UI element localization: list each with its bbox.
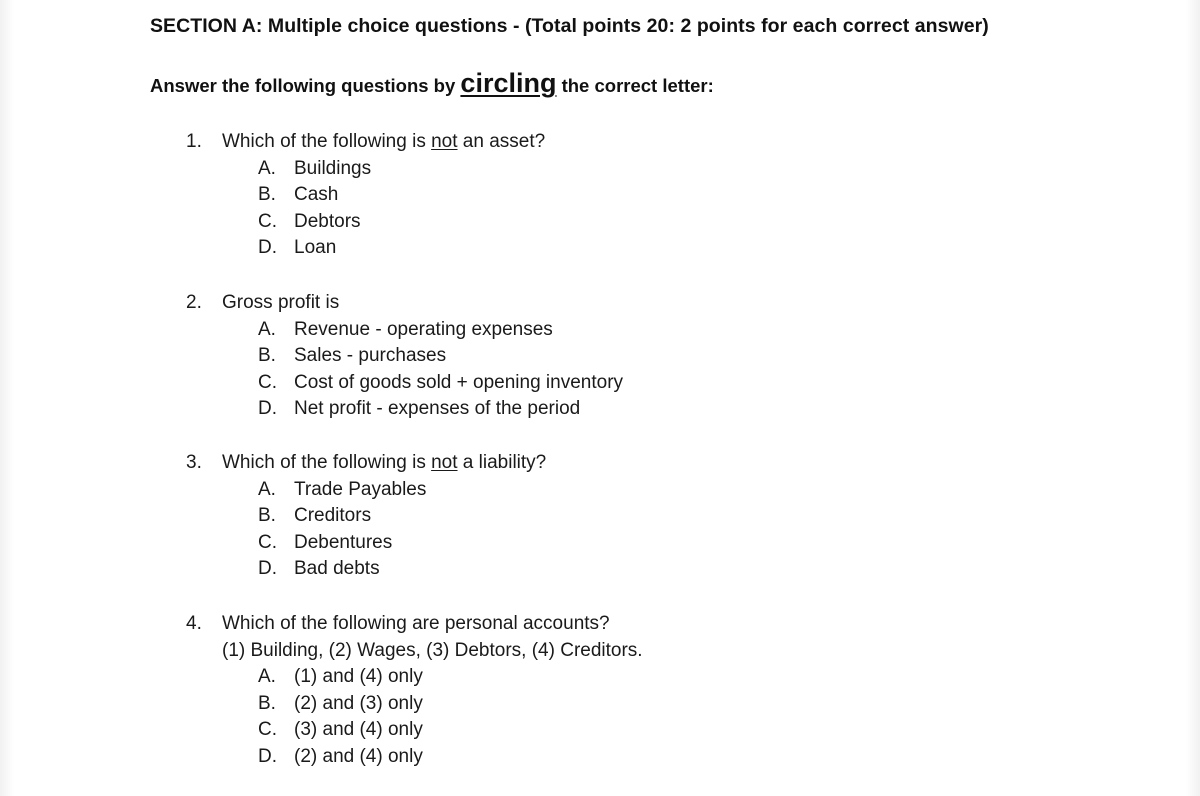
page-left-edge xyxy=(0,0,14,796)
option-text: Trade Payables xyxy=(294,478,427,500)
option-letter[interactable]: A. xyxy=(258,157,276,179)
question-text: Which of the following are personal accounts? xyxy=(222,613,610,634)
section-title: SECTION A: Multiple choice questions - (Total points 20: 2 points for each correct answer) xyxy=(150,15,989,37)
option-letter[interactable]: C. xyxy=(258,719,277,741)
option-letter[interactable]: D. xyxy=(258,398,277,420)
option-text: (2) and (4) only xyxy=(294,745,423,767)
option-letter[interactable]: A. xyxy=(258,478,276,500)
question-text-before: Which of the following is xyxy=(222,131,432,152)
option-text: Revenue - operating expenses xyxy=(294,318,553,340)
option-letter[interactable]: D. xyxy=(258,745,277,767)
question-text xyxy=(222,129,545,156)
question-text-after: a liability? xyxy=(457,452,547,473)
option-text: Sales - purchases xyxy=(294,345,447,367)
option-text: Creditors xyxy=(294,505,372,527)
instruction-line xyxy=(150,68,714,99)
option-text: Buildings xyxy=(294,157,372,179)
option-text: Debentures xyxy=(294,531,393,553)
option-text: Cost of goods sold + opening inventory xyxy=(294,371,624,393)
option-letter[interactable]: A. xyxy=(258,666,276,688)
option-text: Loan xyxy=(294,237,337,259)
option-text: (3) and (4) only xyxy=(294,719,423,741)
question-text-underlined: not xyxy=(431,452,458,473)
question-text-underlined: not xyxy=(431,131,458,152)
question-text-before: Which of the following is xyxy=(222,452,432,473)
instruction-text-before: Answer the following questions by xyxy=(150,75,461,96)
option-letter[interactable]: D. xyxy=(258,237,277,259)
option-letter[interactable]: C. xyxy=(258,531,277,553)
option-text: Bad debts xyxy=(294,558,380,580)
instruction-text-after: the correct letter: xyxy=(556,75,714,96)
option-letter[interactable]: B. xyxy=(258,184,276,206)
option-text: Debtors xyxy=(294,210,361,232)
option-letter[interactable]: B. xyxy=(258,345,276,367)
option-letter[interactable]: D. xyxy=(258,558,277,580)
option-text: Cash xyxy=(294,184,339,206)
question-number: 3. xyxy=(186,452,202,473)
option-letter[interactable]: C. xyxy=(258,371,277,393)
option-letter[interactable]: C. xyxy=(258,210,277,232)
option-text: (1) and (4) only xyxy=(294,666,423,688)
option-letter[interactable]: B. xyxy=(258,692,276,714)
option-text: Net profit - expenses of the period xyxy=(294,398,581,420)
question-number: 2. xyxy=(186,292,202,313)
instruction-emphasis: circling xyxy=(460,68,557,98)
question-text xyxy=(222,450,546,477)
option-letter[interactable]: B. xyxy=(258,505,276,527)
question-number: 4. xyxy=(186,613,202,634)
question-text-after: an asset? xyxy=(457,131,546,152)
question-text: Gross profit is xyxy=(222,292,340,313)
page-right-edge xyxy=(1186,0,1200,796)
option-letter[interactable]: A. xyxy=(258,318,276,340)
option-text: (2) and (3) only xyxy=(294,692,423,714)
question-subtext-line: (1) Building, (2) Wages, (3) Debtors, (4) Creditors. xyxy=(222,639,643,661)
question-number: 1. xyxy=(186,131,202,152)
